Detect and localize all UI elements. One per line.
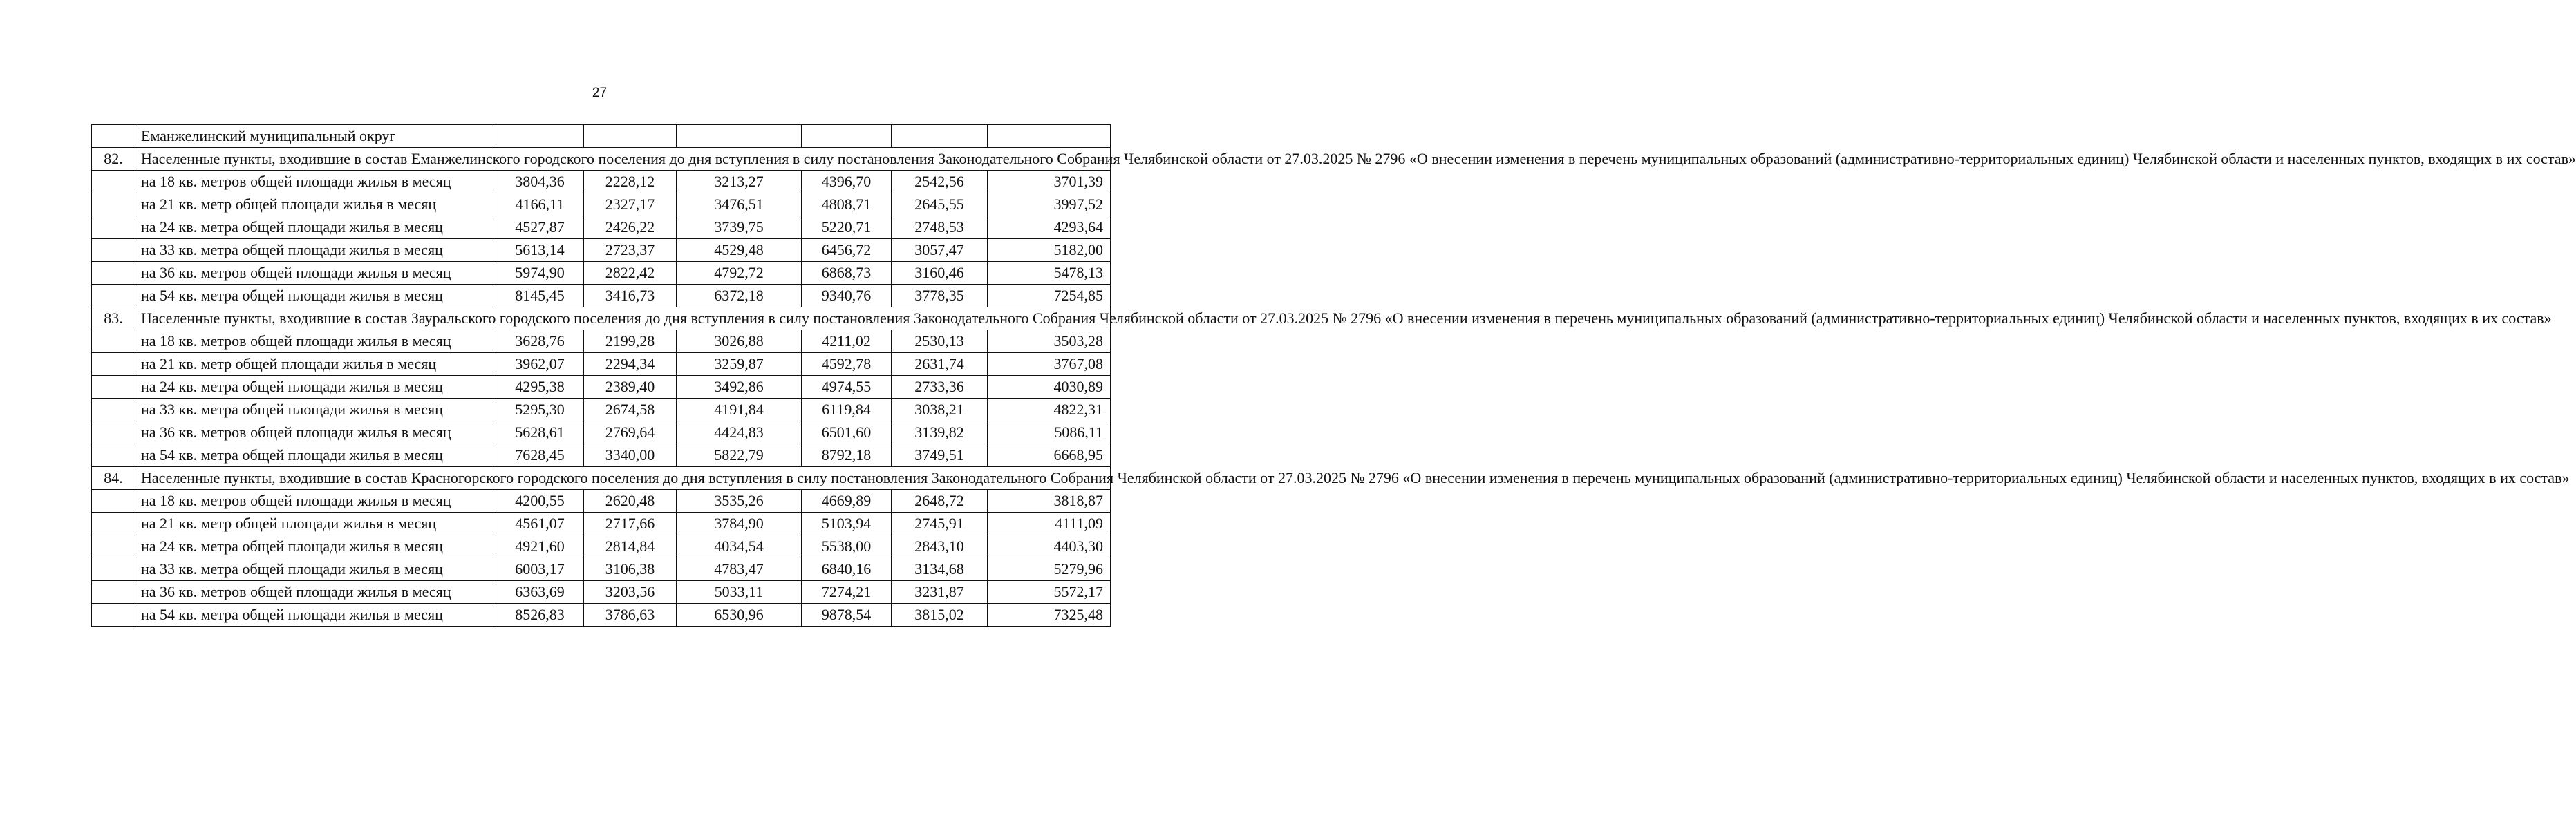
value-cell: 7325,48 <box>988 604 1111 627</box>
value-cell: 2674,58 <box>584 399 677 421</box>
table-row <box>92 604 1111 627</box>
row-label: на 54 кв. метра общей площади жилья в месяц <box>135 444 496 467</box>
table-row <box>92 399 1111 421</box>
row-num-cell <box>92 376 135 399</box>
row-num-cell <box>92 193 135 216</box>
row-num-cell <box>92 421 135 444</box>
value-cell: 3259,87 <box>677 353 802 376</box>
table-row <box>92 444 1111 467</box>
value-cell: 2530,13 <box>892 330 988 353</box>
value-cell: 5628,61 <box>496 421 584 444</box>
value-cell: 6119,84 <box>802 399 892 421</box>
row-label: на 24 кв. метра общей площади жилья в месяц <box>135 535 496 558</box>
value-cell: 4561,07 <box>496 513 584 535</box>
value-cell: 3784,90 <box>677 513 802 535</box>
row-num-cell <box>92 399 135 421</box>
table-row <box>92 330 1111 353</box>
row-label: на 54 кв. метра общей площади жилья в месяц <box>135 285 496 307</box>
value-cell: 3962,07 <box>496 353 584 376</box>
value-cell: 2723,37 <box>584 239 677 262</box>
section-header-row <box>92 467 1111 490</box>
row-num-cell <box>92 171 135 193</box>
value-cell: 5974,90 <box>496 262 584 285</box>
value-cell: 5613,14 <box>496 239 584 262</box>
value-cell: 3492,86 <box>677 376 802 399</box>
row-label: на 24 кв. метра общей площади жилья в месяц <box>135 376 496 399</box>
section-description: Населенные пункты, входившие в состав Еманжелинского городского поселения до дня вступления в силу постановления Законодательного Собрания Челябинской области от 27.03.2025 № 2796 «О внесении изменения в перечень муниципальных образований (административно-территориальных единиц) Челябинской области и населенных пунктов, входящих в их состав» <box>135 148 1111 171</box>
value-cell: 6003,17 <box>496 558 584 581</box>
table-row <box>92 262 1111 285</box>
value-cell: 6668,95 <box>988 444 1111 467</box>
value-cell: 3057,47 <box>892 239 988 262</box>
row-label: на 21 кв. метр общей площади жилья в месяц <box>135 193 496 216</box>
row-num-cell <box>92 604 135 627</box>
table-row <box>92 239 1111 262</box>
value-cell: 4792,72 <box>677 262 802 285</box>
table-row <box>92 353 1111 376</box>
value-cell: 9340,76 <box>802 285 892 307</box>
value-cell: 4111,09 <box>988 513 1111 535</box>
value-cell: 7274,21 <box>802 581 892 604</box>
value-cell: 3778,35 <box>892 285 988 307</box>
value-cell: 7628,45 <box>496 444 584 467</box>
value-cell: 8526,83 <box>496 604 584 627</box>
value-cell: 3767,08 <box>988 353 1111 376</box>
row-label: на 36 кв. метров общей площади жилья в месяц <box>135 421 496 444</box>
table-row <box>92 421 1111 444</box>
value-cell: 8792,18 <box>802 444 892 467</box>
value-cell: 3203,56 <box>584 581 677 604</box>
value-cell: 3818,87 <box>988 490 1111 513</box>
value-cell: 3134,68 <box>892 558 988 581</box>
value-cell: 3749,51 <box>892 444 988 467</box>
value-cell: 2228,12 <box>584 171 677 193</box>
value-cell: 3213,27 <box>677 171 802 193</box>
value-cell: 5295,30 <box>496 399 584 421</box>
value-cell: 5822,79 <box>677 444 802 467</box>
value-cell: 3701,39 <box>988 171 1111 193</box>
value-cell: 3139,82 <box>892 421 988 444</box>
value-cell: 5086,11 <box>988 421 1111 444</box>
table-row <box>92 581 1111 604</box>
row-num-cell <box>92 513 135 535</box>
value-cell: 4191,84 <box>677 399 802 421</box>
empty-cell <box>677 125 802 148</box>
value-cell: 3535,26 <box>677 490 802 513</box>
value-cell: 4293,64 <box>988 216 1111 239</box>
value-cell: 2199,28 <box>584 330 677 353</box>
row-label: на 54 кв. метра общей площади жилья в месяц <box>135 604 496 627</box>
row-num-cell <box>92 216 135 239</box>
section-header-row <box>92 307 1111 330</box>
row-num-cell <box>92 262 135 285</box>
row-num-cell <box>92 285 135 307</box>
value-cell: 3340,00 <box>584 444 677 467</box>
value-cell: 2769,64 <box>584 421 677 444</box>
row-label: на 36 кв. метров общей площади жилья в месяц <box>135 581 496 604</box>
value-cell: 4200,55 <box>496 490 584 513</box>
value-cell: 2327,17 <box>584 193 677 216</box>
row-label: на 33 кв. метра общей площади жилья в месяц <box>135 239 496 262</box>
value-cell: 3503,28 <box>988 330 1111 353</box>
table-row <box>92 513 1111 535</box>
empty-cell <box>892 125 988 148</box>
value-cell: 5572,17 <box>988 581 1111 604</box>
value-cell: 4166,11 <box>496 193 584 216</box>
page-number: 27 <box>592 86 608 100</box>
value-cell: 4822,31 <box>988 399 1111 421</box>
value-cell: 6372,18 <box>677 285 802 307</box>
row-label: на 21 кв. метр общей площади жилья в месяц <box>135 513 496 535</box>
value-cell: 2542,56 <box>892 171 988 193</box>
row-label: на 18 кв. метров общей площади жилья в месяц <box>135 171 496 193</box>
section-description: Населенные пункты, входившие в состав Зауральского городского поселения до дня вступления в силу постановления Законодательного Собрания Челябинской области от 27.03.2025 № 2796 «О внесении изменения в перечень муниципальных образований (административно-территориальных единиц) Челябинской области и населенных пунктов, входящих в их состав» <box>135 307 1111 330</box>
value-cell: 3786,63 <box>584 604 677 627</box>
value-cell: 3739,75 <box>677 216 802 239</box>
row-label: на 24 кв. метра общей площади жилья в месяц <box>135 216 496 239</box>
district-name: Еманжелинский муниципальный округ <box>135 125 496 148</box>
value-cell: 8145,45 <box>496 285 584 307</box>
row-label: на 33 кв. метра общей площади жилья в месяц <box>135 399 496 421</box>
value-cell: 4211,02 <box>802 330 892 353</box>
value-cell: 4295,38 <box>496 376 584 399</box>
value-cell: 6530,96 <box>677 604 802 627</box>
value-cell: 2733,36 <box>892 376 988 399</box>
value-cell: 4529,48 <box>677 239 802 262</box>
district-num-cell <box>92 125 135 148</box>
row-num-cell <box>92 490 135 513</box>
value-cell: 4403,30 <box>988 535 1111 558</box>
value-cell: 4974,55 <box>802 376 892 399</box>
value-cell: 2631,74 <box>892 353 988 376</box>
value-cell: 2748,53 <box>892 216 988 239</box>
row-label: на 36 кв. метров общей площади жилья в месяц <box>135 262 496 285</box>
section-number: 83. <box>92 307 135 330</box>
value-cell: 4034,54 <box>677 535 802 558</box>
value-cell: 5220,71 <box>802 216 892 239</box>
value-cell: 2843,10 <box>892 535 988 558</box>
row-num-cell <box>92 330 135 353</box>
empty-cell <box>988 125 1111 148</box>
table-row <box>92 171 1111 193</box>
table-row <box>92 558 1111 581</box>
value-cell: 2389,40 <box>584 376 677 399</box>
value-cell: 6868,73 <box>802 262 892 285</box>
value-cell: 4527,87 <box>496 216 584 239</box>
value-cell: 4669,89 <box>802 490 892 513</box>
value-cell: 2426,22 <box>584 216 677 239</box>
district-row <box>92 125 1111 148</box>
value-cell: 6456,72 <box>802 239 892 262</box>
value-cell: 3476,51 <box>677 193 802 216</box>
value-cell: 3804,36 <box>496 171 584 193</box>
value-cell: 2717,66 <box>584 513 677 535</box>
empty-cell <box>802 125 892 148</box>
value-cell: 3160,46 <box>892 262 988 285</box>
cost-table <box>91 124 2576 627</box>
empty-cell <box>496 125 584 148</box>
section-header-row <box>92 148 1111 171</box>
value-cell: 4808,71 <box>802 193 892 216</box>
value-cell: 7254,85 <box>988 285 1111 307</box>
section-number: 82. <box>92 148 135 171</box>
row-num-cell <box>92 558 135 581</box>
value-cell: 6363,69 <box>496 581 584 604</box>
table-row <box>92 535 1111 558</box>
value-cell: 3997,52 <box>988 193 1111 216</box>
table-row <box>92 216 1111 239</box>
value-cell: 4783,47 <box>677 558 802 581</box>
value-cell: 5279,96 <box>988 558 1111 581</box>
value-cell: 9878,54 <box>802 604 892 627</box>
value-cell: 2645,55 <box>892 193 988 216</box>
row-label: на 33 кв. метра общей площади жилья в месяц <box>135 558 496 581</box>
row-num-cell <box>92 444 135 467</box>
empty-cell <box>584 125 677 148</box>
value-cell: 5033,11 <box>677 581 802 604</box>
value-cell: 5538,00 <box>802 535 892 558</box>
value-cell: 2294,34 <box>584 353 677 376</box>
value-cell: 4030,89 <box>988 376 1111 399</box>
table-row <box>92 376 1111 399</box>
value-cell: 2620,48 <box>584 490 677 513</box>
value-cell: 3628,76 <box>496 330 584 353</box>
section-number: 84. <box>92 467 135 490</box>
value-cell: 3106,38 <box>584 558 677 581</box>
value-cell: 2822,42 <box>584 262 677 285</box>
row-num-cell <box>92 581 135 604</box>
value-cell: 3231,87 <box>892 581 988 604</box>
value-cell: 6501,60 <box>802 421 892 444</box>
value-cell: 4396,70 <box>802 171 892 193</box>
row-num-cell <box>92 239 135 262</box>
row-label: на 18 кв. метров общей площади жилья в месяц <box>135 330 496 353</box>
row-label: на 18 кв. метров общей площади жилья в месяц <box>135 490 496 513</box>
table-row <box>92 285 1111 307</box>
value-cell: 3416,73 <box>584 285 677 307</box>
table-row <box>92 193 1111 216</box>
value-cell: 3815,02 <box>892 604 988 627</box>
value-cell: 4592,78 <box>802 353 892 376</box>
value-cell: 2814,84 <box>584 535 677 558</box>
row-num-cell <box>92 353 135 376</box>
value-cell: 6840,16 <box>802 558 892 581</box>
row-num-cell <box>92 535 135 558</box>
row-label: на 21 кв. метр общей площади жилья в месяц <box>135 353 496 376</box>
value-cell: 3026,88 <box>677 330 802 353</box>
value-cell: 2745,91 <box>892 513 988 535</box>
value-cell: 5182,00 <box>988 239 1111 262</box>
section-description: Населенные пункты, входившие в состав Красногорского городского поселения до дня вступления в силу постановления Законодательного Собрания Челябинской области от 27.03.2025 № 2796 «О внесении изменения в перечень муниципальных образований (административно-территориальных единиц) Челябинской области и населенных пунктов, входящих в их состав» <box>135 467 1111 490</box>
value-cell: 4921,60 <box>496 535 584 558</box>
value-cell: 5103,94 <box>802 513 892 535</box>
value-cell: 3038,21 <box>892 399 988 421</box>
table-row <box>92 490 1111 513</box>
value-cell: 2648,72 <box>892 490 988 513</box>
value-cell: 5478,13 <box>988 262 1111 285</box>
value-cell: 4424,83 <box>677 421 802 444</box>
